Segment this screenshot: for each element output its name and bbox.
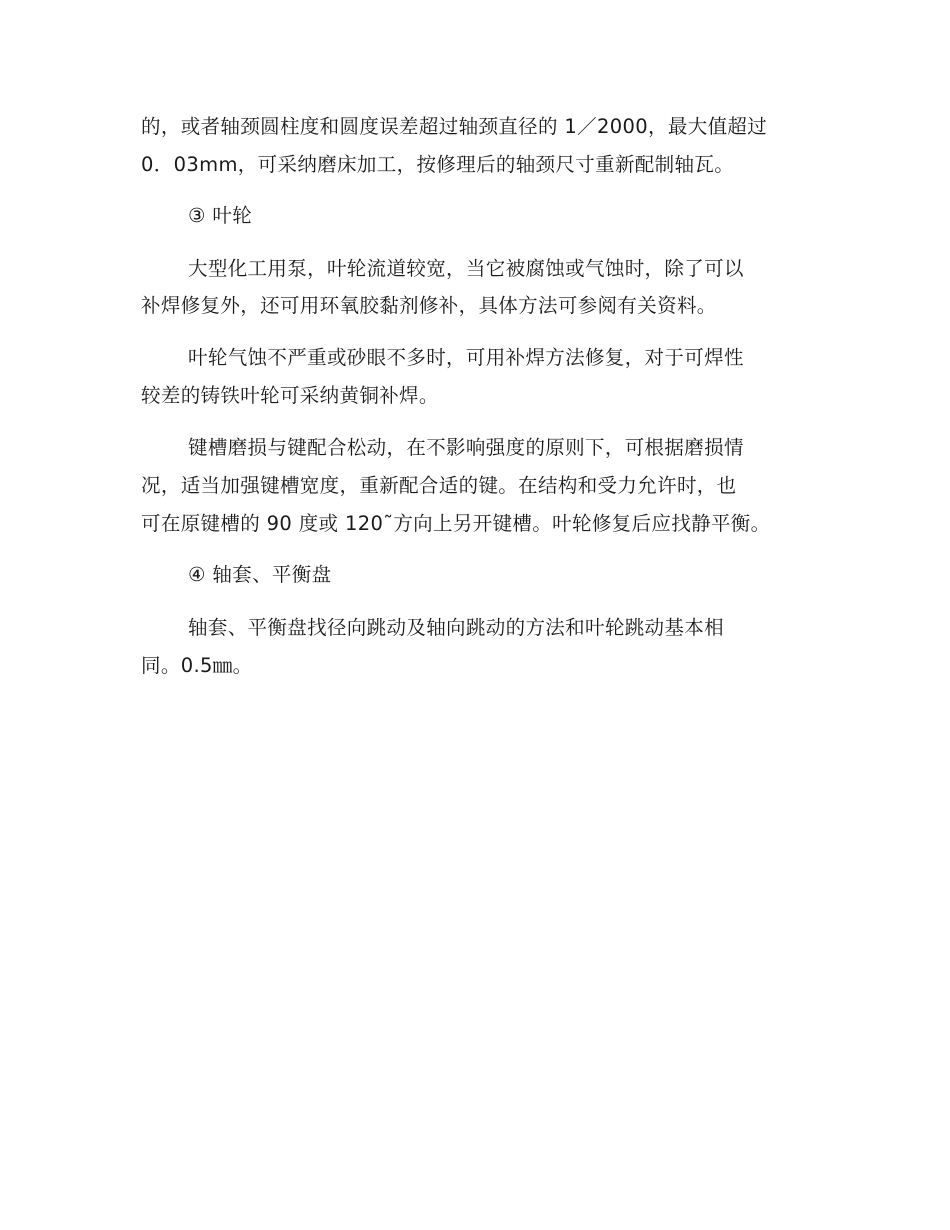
paragraph-line: 0．03mm，可采纳磨床加工，按修理后的轴颈尺寸重新配制轴瓦。 — [141, 153, 735, 176]
section-heading-sleeve-balance-disc: ④ 轴套、平衡盘 — [188, 563, 332, 586]
paragraph-line: 补焊修复外，还可用环氧胶黏剂修补，具体方法可参阅有关资料。 — [141, 294, 717, 317]
section-heading-impeller: ③ 叶轮 — [188, 204, 253, 227]
paragraph-line: 况，适当加强键槽宽度，重新配合适的键。在结构和受力允许时，也 — [141, 474, 737, 497]
paragraph-line: 可在原键槽的 90 度或 120˜方向上另开键槽。叶轮修复后应找静平衡。 — [141, 512, 771, 535]
paragraph-line: 的，或者轴颈圆柱度和圆度误差超过轴颈直径的 1／2000，最大值超过 — [141, 115, 768, 138]
paragraph-line: 轴套、平衡盘找径向跳动及轴向跳动的方法和叶轮跳动基本相 — [188, 616, 724, 639]
paragraph-line: 较差的铸铁叶轮可采纳黄铜补焊。 — [141, 384, 439, 407]
paragraph-line: 键槽磨损与键配合松动，在不影响强度的原则下，可根据磨损情 — [188, 436, 744, 459]
paragraph-line: 叶轮气蚀不严重或砂眼不多时，可用补焊方法修复，对于可焊性 — [188, 346, 744, 369]
paragraph-line: 同。0.5㎜。 — [141, 654, 253, 677]
paragraph-line: 大型化工用泵，叶轮流道较宽，当它被腐蚀或气蚀时，除了可以 — [188, 257, 744, 280]
